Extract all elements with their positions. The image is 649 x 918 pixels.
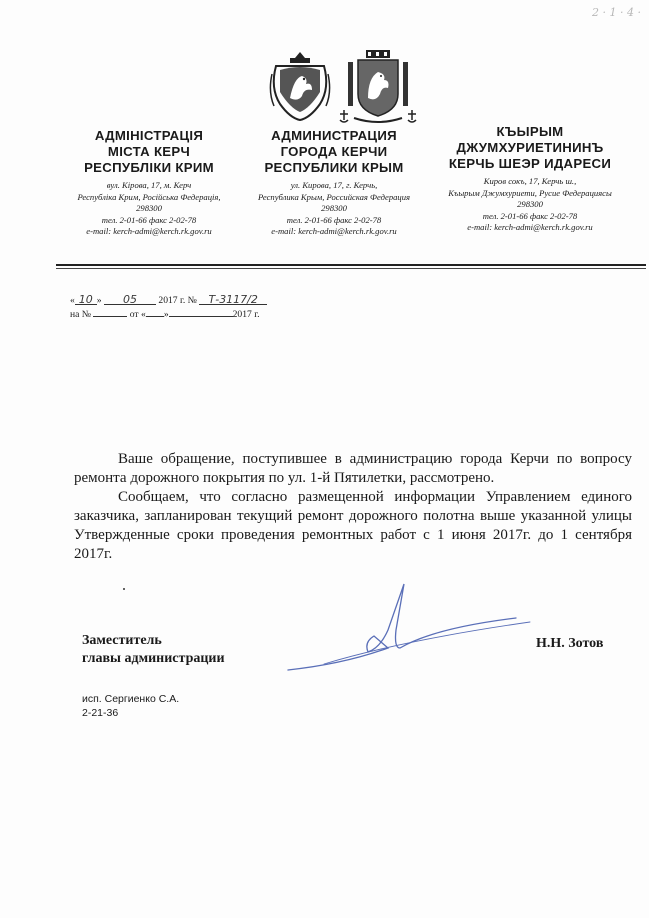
executor-info	[82, 692, 179, 720]
reg-day: 10	[75, 294, 97, 305]
executor-name: исп. Сергиенко С.А.	[82, 693, 180, 705]
header-ru-title-line: РЕСПУБЛИКИ КРЫМ	[264, 160, 404, 175]
address-line: вул. Кірова, 17, м. Керч	[106, 180, 192, 190]
header-ct-title-line: КЕРЧЬ ШЕЭР ИДАРЕСИ	[448, 156, 612, 171]
header-ct-title-line: ДЖУМХУРИЕТИНИНЪ	[456, 140, 604, 155]
address-line: 298300	[136, 203, 162, 213]
header-ua-title-line: МІСТА КЕРЧ	[107, 144, 191, 159]
phone-line: тел. 2-01-66 факс 2-02-78	[101, 214, 197, 225]
header-ct-title	[432, 124, 628, 172]
ref-prefix: на №	[70, 309, 91, 320]
header-ua-title-line: РЕСПУБЛІКИ КРИМ	[84, 160, 214, 175]
header-ru-title-line: ГОРОДА КЕРЧИ	[280, 144, 388, 159]
header-ua-address	[56, 180, 242, 238]
incoming-reference	[70, 306, 259, 321]
header-ua	[56, 128, 242, 238]
quote-open: «	[70, 295, 75, 306]
address-line: 298300	[517, 199, 543, 209]
kerch-coat-of-arms-icon	[338, 48, 418, 124]
body-paragraph: Ваше обращение, поступившее в администрацию города Керчи по вопросу ремонта дорожного покрытия по ул. 1-й Пятилетки, рассмотрено.	[74, 451, 632, 486]
corner-note: 2 · 1 · 4 ·	[592, 6, 641, 19]
header-ct	[432, 124, 628, 234]
stray-dot	[123, 588, 125, 590]
address-line: Республіка Крим, Російська Федерація,	[77, 191, 221, 202]
header-ct-address	[432, 176, 628, 234]
address-line: Киров сокъ, 17, Керчь ш.,	[483, 176, 577, 186]
position-line: Заместитель	[82, 633, 162, 648]
header-ct-title-line: КЪЫРЫМ	[496, 124, 564, 139]
address-line: 298300	[321, 203, 347, 213]
header-ru-title-line: АДМИНИСТРАЦИЯ	[271, 128, 397, 143]
header-divider	[56, 264, 646, 266]
reg-number: Т-3117/2	[199, 294, 267, 305]
ref-day-blank	[146, 306, 164, 317]
header-ru	[244, 128, 424, 238]
phone-line: тел. 2-01-66 факс 2-02-78	[286, 214, 382, 225]
quote-close: »	[96, 295, 102, 306]
crimea-coat-of-arms-icon	[268, 48, 332, 122]
phone-line: тел. 2-01-66 факс 2-02-78	[482, 210, 578, 221]
address-line: Къырым Джумхуриети, Русие Федерациясы	[448, 187, 612, 198]
address-line: Республика Крым, Российская Федерация	[257, 191, 411, 202]
email-line: e-mail: kerch-admi@kerch.rk.gov.ru	[467, 222, 593, 232]
body-paragraph: Сообщаем, что согласно размещенной информации Управлением единого заказчика, запланирован текущий ремонт дорожного полотна выше указанной улицы Утвержденные сроки проведения ремонтных работ с 1 июня 2017г. до 1 сентября 2017г.	[74, 489, 632, 562]
header-ru-address	[244, 180, 424, 238]
letter-body	[74, 450, 632, 564]
signer-name: Н.Н. Зотов	[536, 636, 604, 651]
address-line: ул. Кирова, 17, г. Керчь,	[290, 180, 378, 190]
signer-position	[82, 632, 225, 668]
ref-year: 2017 г.	[232, 309, 260, 320]
header-ua-title	[56, 128, 242, 176]
position-line: главы администрации	[82, 651, 225, 666]
ref-from: от «	[129, 309, 146, 320]
header-ua-title-line: АДМІНІСТРАЦІЯ	[94, 128, 204, 143]
email-line: e-mail: kerch-admi@kerch.rk.gov.ru	[86, 226, 212, 236]
email-line: e-mail: kerch-admi@kerch.rk.gov.ru	[271, 226, 397, 236]
handwritten-signature	[284, 578, 534, 688]
ref-month-blank	[169, 306, 233, 317]
reg-month: 05	[104, 294, 156, 305]
ref-number-blank	[93, 306, 127, 317]
header-ru-title	[244, 128, 424, 176]
header-divider-thin	[56, 268, 646, 269]
reg-year-label: 2017 г. №	[158, 295, 197, 306]
executor-phone: 2-21-36	[82, 707, 119, 719]
ref-close: »	[163, 309, 169, 320]
